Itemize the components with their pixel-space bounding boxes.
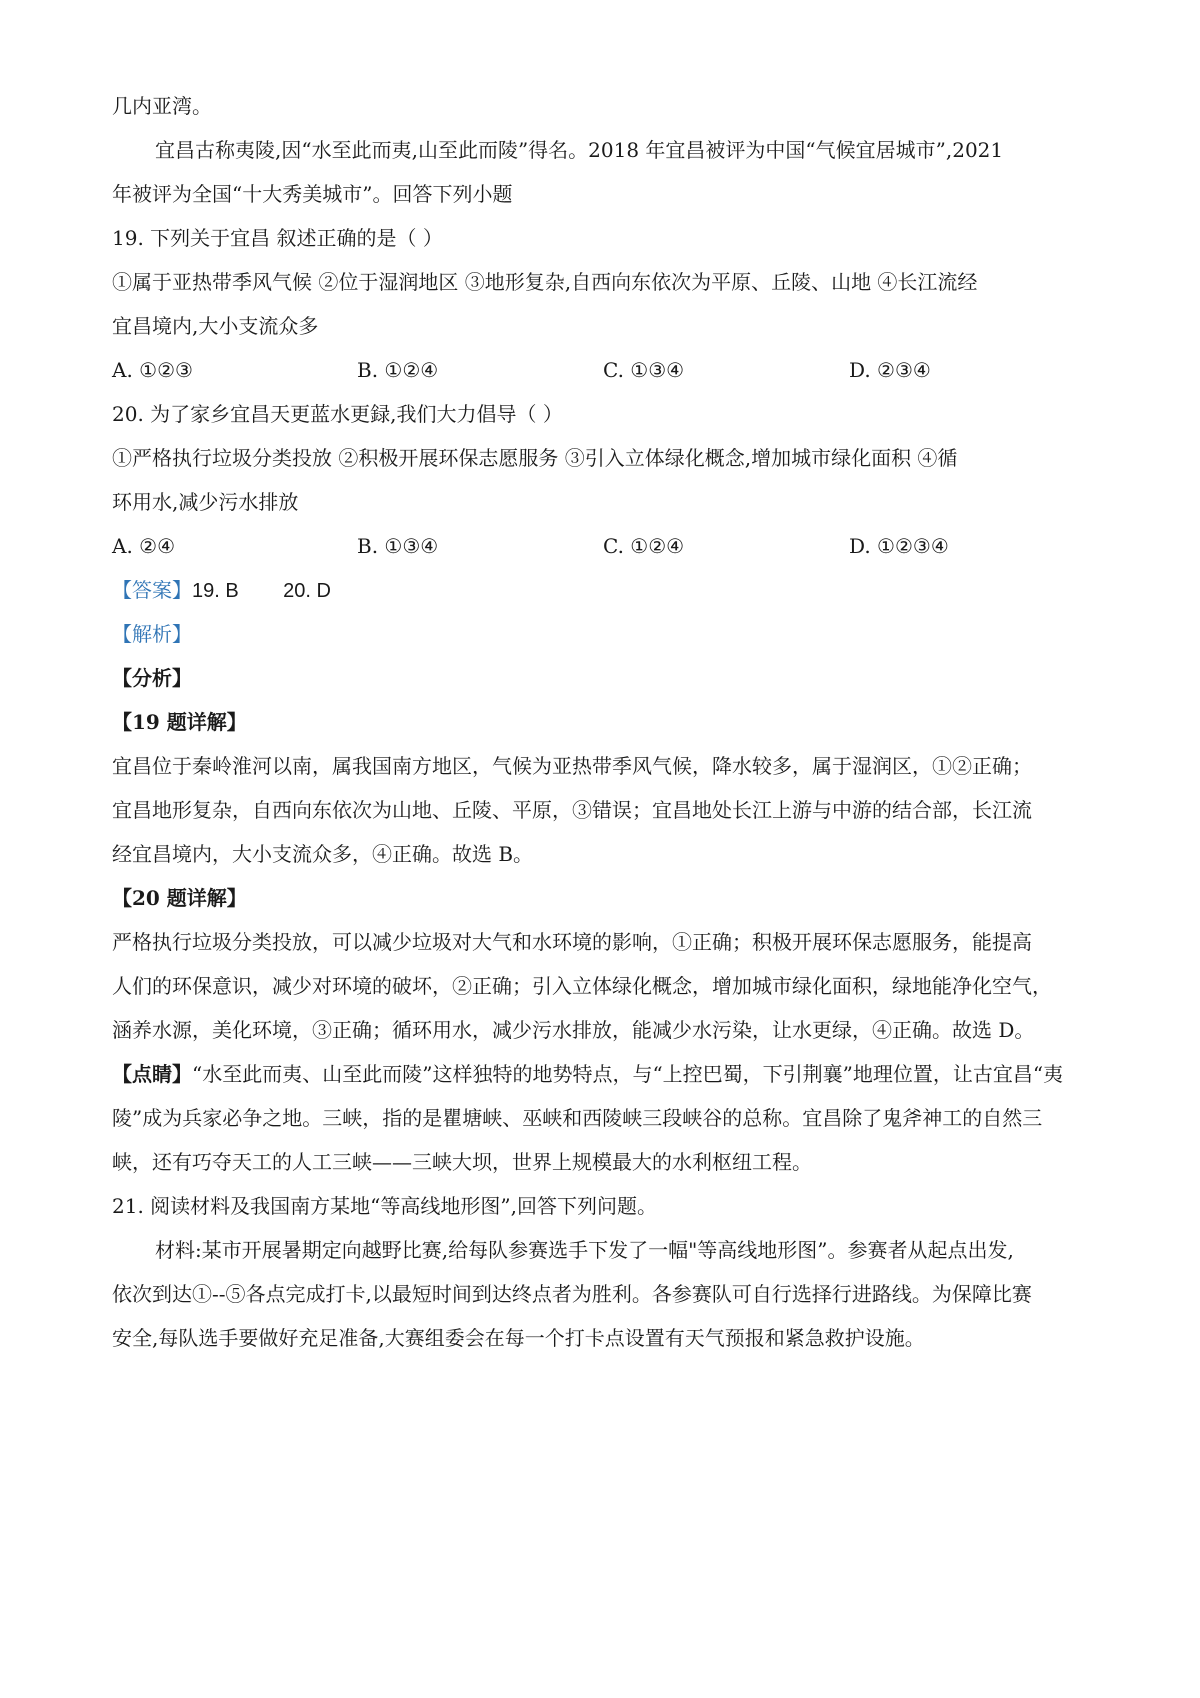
text-line: 几内亚湾。 <box>112 94 212 118</box>
q20-option-a: A. ②④ <box>112 534 176 558</box>
dianjing-text: 陵”成为兵家必争之地。三峡，指的是瞿塘峡、巫峡和西陵峡三段峡谷的总称。宜昌除了鬼斧神工的自然三 <box>112 1106 1043 1130</box>
q20-option-d: D. ①②③④ <box>849 534 949 558</box>
question-19: 19. 下列关于宜昌 叙述正确的是（ ） <box>112 226 443 250</box>
q19-option-a: A. ①②③ <box>112 358 193 382</box>
question-20-statements: ①严格执行垃圾分类投放 ②积极开展环保志愿服务 ③引入立体绿化概念,增加城市绿化面积 ④循 <box>112 446 958 470</box>
material-text: 安全,每队选手要做好充足准备,大赛组委会在每一个打卡点设置有天气预报和紧急救护设施。 <box>112 1326 925 1350</box>
material-text: 材料:某市开展暑期定向越野比赛,给每队参赛选手下发了一幅"等高线地形图”。参赛者从起点出发, <box>155 1238 1014 1262</box>
question-20: 20. 为了家乡宜昌天更蓝水更録,我们大力倡导（ ） <box>112 402 563 426</box>
question-20-statements: 环用水,减少污水排放 <box>112 490 299 514</box>
detail-19-text: 宜昌位于秦岭淮河以南，属我国南方地区，气候为亚热带季风气候，降水较多，属于湿润区，①②正确； <box>112 754 1032 778</box>
answer-line <box>112 576 331 605</box>
detail-20-text: 人们的环保意识，减少对环境的破坏，②正确；引入立体绿化概念，增加城市绿化面积，绿地能净化空气， <box>112 974 1052 998</box>
dianjing-line <box>112 1060 1063 1088</box>
q20-option-b: B. ①③④ <box>357 534 439 558</box>
q19-option-b: B. ①②④ <box>357 358 439 382</box>
q19-option-c: C. ①③④ <box>603 358 685 382</box>
detail-20-heading: 【20 题详解】 <box>112 886 247 910</box>
detail-20-text: 严格执行垃圾分类投放，可以减少垃圾对大气和水环境的影响，①正确；积极开展环保志愿服务，能提高 <box>112 930 1032 954</box>
detail-19-text: 经宜昌境内，大小支流众多，④正确。故选 B。 <box>112 842 534 866</box>
q19-option-d: D. ②③④ <box>849 358 931 382</box>
detail-19-heading: 【19 题详解】 <box>112 710 247 734</box>
question-19-statements: 宜昌境内,大小支流众多 <box>112 314 319 338</box>
detail-20-text: 涵养水源，美化环境，③正确；循环用水，减少污水排放，能减少水污染，让水更绿，④正确。故选 D。 <box>112 1018 1035 1042</box>
passage-line: 年被评为全国“十大秀美城市”。回答下列小题 <box>112 182 513 206</box>
detail-19-text: 宜昌地形复杂，自西向东依次为山地、丘陵、平原，③错误；宜昌地处长江上游与中游的结合部，长江流 <box>112 798 1032 822</box>
passage-line: 宜昌古称夷陵,因“水至此而夷,山至此而陵”得名。2018 年宜昌被评为中国“气候宜居城市”,2021 <box>155 138 1004 162</box>
answer-value: 19. B 20. D <box>192 580 331 602</box>
question-21: 21. 阅读材料及我国南方某地“等高线地形图”,回答下列问题。 <box>112 1194 657 1218</box>
q20-option-c: C. ①②④ <box>603 534 685 558</box>
dianjing-text: “水至此而夷、山至此而陵”这样独特的地势特点，与“上控巴蜀，下引荆襄”地理位置，让古宜昌“夷 <box>192 1062 1064 1086</box>
question-19-statements: ①属于亚热带季风气候 ②位于湿润地区 ③地形复杂,自西向东依次为平原、丘陵、山地 ④长江流经 <box>112 270 978 294</box>
answer-label: 【答案】 <box>112 578 192 602</box>
dianjing-text: 峡，还有巧夺天工的人工三峡——三峡大坝，世界上规模最大的水利枢纽工程。 <box>112 1150 812 1174</box>
analysis-label: 【解析】 <box>112 622 192 646</box>
dianjing-label: 【点睛】 <box>112 1062 192 1086</box>
material-text: 依次到达①--⑤各点完成打卡,以最短时间到达终点者为胜利。各参赛队可自行选择行进路线。为保障比赛 <box>112 1282 1032 1306</box>
fenxi-heading: 【分析】 <box>112 666 192 690</box>
